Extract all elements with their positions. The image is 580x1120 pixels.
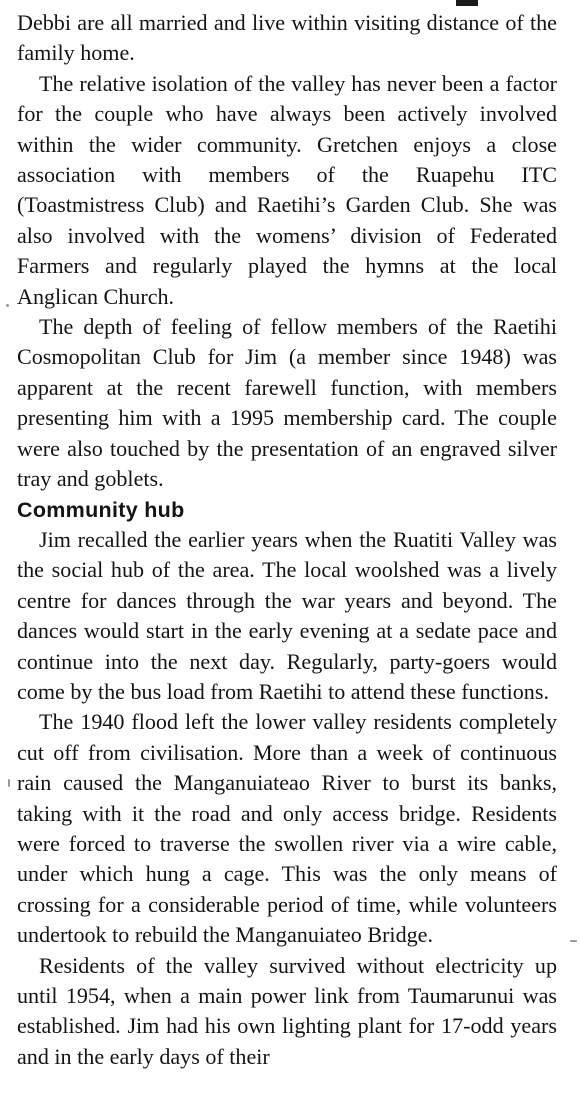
print-speck xyxy=(8,779,10,787)
article-paragraph: Jim recalled the earlier years when the Ruatiti Valley was the social hub of the area. The local woolshed was a lively centre for dances through the war years and beyond. The dances would start in the early evening at a sedate pace and continue into the next day. Regularly, party-goers would come by the bus load from Raetihi to attend these functions. xyxy=(17,526,557,704)
article-paragraph: The 1940 flood left the lower valley residents completely cut off from civilisation. More than a week of continuous rain caused the Manganuiateao River to burst its banks, taking with it the road and only access bridge. Residents were forced to traverse the swollen river via a wire cable, under which hung a cage. This was the only means of crossing for a considerable period of time, while volunteers undertook to rebuild the Manganuiateo Bridge. xyxy=(17,709,557,948)
print-speck xyxy=(6,304,9,307)
column-top-rule xyxy=(456,0,478,6)
print-speck xyxy=(570,940,577,942)
article-paragraph: The depth of feeling of fellow members of the Raetihi Cosmopolitan Club for Jim (a member since 1948) was apparent at the recent farewell function, with members presenting him with a 1995 membership card. The couple were also touched by the presentation of an engraved silver tray and goblets. xyxy=(17,314,557,492)
article-paragraph: Debbi are all married and live within visiting distance of the family home. xyxy=(17,10,557,66)
article-paragraph: The relative isolation of the valley has never been a factor for the couple who have always been actively involved within the wider community. Gretchen enjoys a close association with members of the Ruapehu ITC (Toastmistress Club) and Raetihi’s Garden Club. She was also involved with the womens’ division of Federated Farmers and regularly played the hymns at the local Anglican Church. xyxy=(17,70,557,309)
article-paragraph: Residents of the valley survived without electricity up until 1954, when a main power link from Taumarunui was established. Jim had his own lighting plant for 17-odd years and in the early days of their xyxy=(17,952,557,1069)
article-column xyxy=(17,8,557,1072)
section-heading: Community hub xyxy=(17,497,185,522)
